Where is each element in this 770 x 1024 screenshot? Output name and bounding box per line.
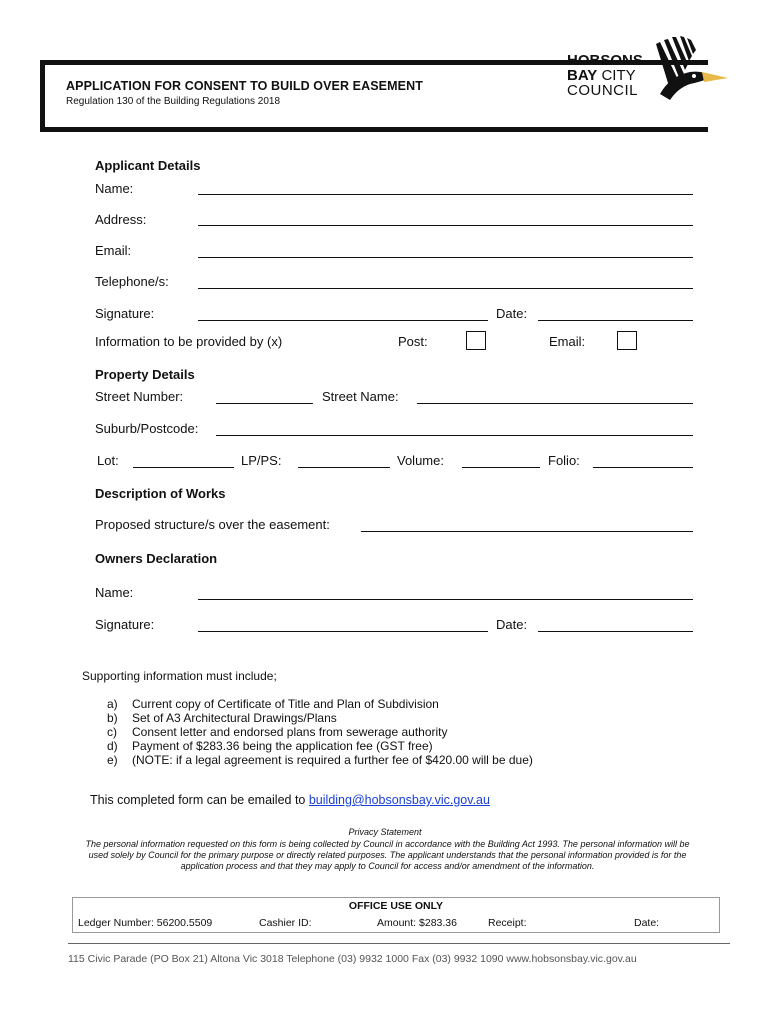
post-checkbox[interactable] <box>466 331 486 350</box>
email-note <box>90 793 490 807</box>
list-item-text: Set of A3 Architectural Drawings/Plans <box>132 711 337 725</box>
list-item-text: Payment of $283.36 being the application fee (GST free) <box>132 739 433 753</box>
supporting-list <box>107 697 533 767</box>
logo-line-3: COUNCIL <box>567 82 639 99</box>
office-date-label: Date: <box>634 917 660 929</box>
owner-date-label: Date: <box>496 617 528 632</box>
footer-divider <box>68 943 730 944</box>
form-subtitle: Regulation 130 of the Building Regulations 2018 <box>66 96 281 107</box>
street-number-label: Street Number: <box>95 389 184 404</box>
footer-contact: 115 Civic Parade (PO Box 21) Altona Vic 3018 Telephone (03) 9932 1000 Fax (03) 9932 1090 www.hobsonsbay.vic.gov.au <box>68 953 637 965</box>
lot-field[interactable] <box>133 467 234 468</box>
list-item <box>107 739 533 753</box>
applicant-name-label: Name: <box>95 181 134 196</box>
list-item-letter: d) <box>107 739 118 753</box>
section-heading-owners: Owners Declaration <box>95 551 218 566</box>
council-logo-text <box>567 53 643 98</box>
email-checkbox[interactable] <box>617 331 637 350</box>
street-name-field[interactable] <box>417 403 693 404</box>
applicant-address-label: Address: <box>95 212 147 227</box>
list-item-text: Current copy of Certificate of Title and Plan of Subdivision <box>132 697 439 711</box>
applicant-telephone-label: Telephone/s: <box>95 274 169 289</box>
privacy-body: The personal information requested on this form is being collected by Council in accordance with the Building Act 1993. The personal information will be used solely by Council for the primary purpose or directly related purposes. The applicant understands that the personal information provided is for the application process and that they may apply to Council for access and/or amendment of the information. <box>85 839 690 871</box>
list-item <box>107 697 533 711</box>
applicant-telephone-field[interactable] <box>198 288 693 289</box>
list-item-letter: b) <box>107 711 118 725</box>
list-item-letter: e) <box>107 753 118 767</box>
bird-logo-icon <box>650 34 730 104</box>
applicant-signature-field[interactable] <box>198 320 488 321</box>
privacy-heading: Privacy Statement <box>348 827 422 837</box>
list-item-text: Consent letter and endorsed plans from sewerage authority <box>132 725 448 739</box>
post-option-label: Post: <box>398 334 428 349</box>
section-heading-property: Property Details <box>95 367 195 382</box>
owner-signature-field[interactable] <box>198 631 488 632</box>
lpps-label: LP/PS: <box>241 453 282 468</box>
email-link[interactable]: building@hobsonsbay.vic.gov.au <box>308 793 490 807</box>
street-name-label: Street Name: <box>322 389 399 404</box>
volume-field[interactable] <box>462 467 540 468</box>
cashier-id-label: Cashier ID: <box>259 917 312 929</box>
suburb-postcode-label: Suburb/Postcode: <box>95 421 199 436</box>
email-option-label: Email: <box>549 334 586 349</box>
applicant-email-label: Email: <box>95 243 132 258</box>
list-item <box>107 711 533 725</box>
list-item-letter: a) <box>107 697 118 711</box>
amount-label: Amount: $283.36 <box>377 917 457 929</box>
proposed-structure-field[interactable] <box>361 531 693 532</box>
owner-name-field[interactable] <box>198 599 693 600</box>
list-item <box>107 725 533 739</box>
street-number-field[interactable] <box>216 403 313 404</box>
logo-line-2a: BAY <box>567 67 598 84</box>
volume-label: Volume: <box>397 453 444 468</box>
owner-name-label: Name: <box>95 585 134 600</box>
logo-line-2b: CITY <box>597 67 636 84</box>
suburb-postcode-field[interactable] <box>216 435 693 436</box>
section-heading-applicant: Applicant Details <box>95 158 201 173</box>
list-item <box>107 753 533 767</box>
applicant-address-field[interactable] <box>198 225 693 226</box>
proposed-structure-label: Proposed structure/s over the easement: <box>95 517 330 532</box>
applicant-email-field[interactable] <box>198 257 693 258</box>
logo-line-1: HOBSONS <box>567 52 643 69</box>
receipt-label: Receipt: <box>488 917 527 929</box>
lot-label: Lot: <box>97 453 119 468</box>
lpps-field[interactable] <box>298 467 390 468</box>
applicant-signature-label: Signature: <box>95 306 155 321</box>
applicant-name-field[interactable] <box>198 194 693 195</box>
office-use-heading: OFFICE USE ONLY <box>348 900 444 912</box>
owner-date-field[interactable] <box>538 631 693 632</box>
supporting-intro: Supporting information must include; <box>82 669 277 683</box>
owner-signature-label: Signature: <box>95 617 155 632</box>
form-title: APPLICATION FOR CONSENT TO BUILD OVER EASEMENT <box>66 79 423 93</box>
ledger-number: Ledger Number: 56200.5509 <box>78 917 213 929</box>
list-item-letter: c) <box>107 725 117 739</box>
list-item-text: (NOTE: if a legal agreement is required a further fee of $420.00 will be due) <box>132 753 533 767</box>
applicant-date-field[interactable] <box>538 320 693 321</box>
email-note-text: This completed form can be emailed to <box>90 793 309 807</box>
folio-label: Folio: <box>548 453 580 468</box>
section-heading-works: Description of Works <box>95 486 226 501</box>
folio-field[interactable] <box>593 467 693 468</box>
info-provided-by-label: Information to be provided by (x) <box>95 334 283 349</box>
applicant-date-label: Date: <box>496 306 528 321</box>
